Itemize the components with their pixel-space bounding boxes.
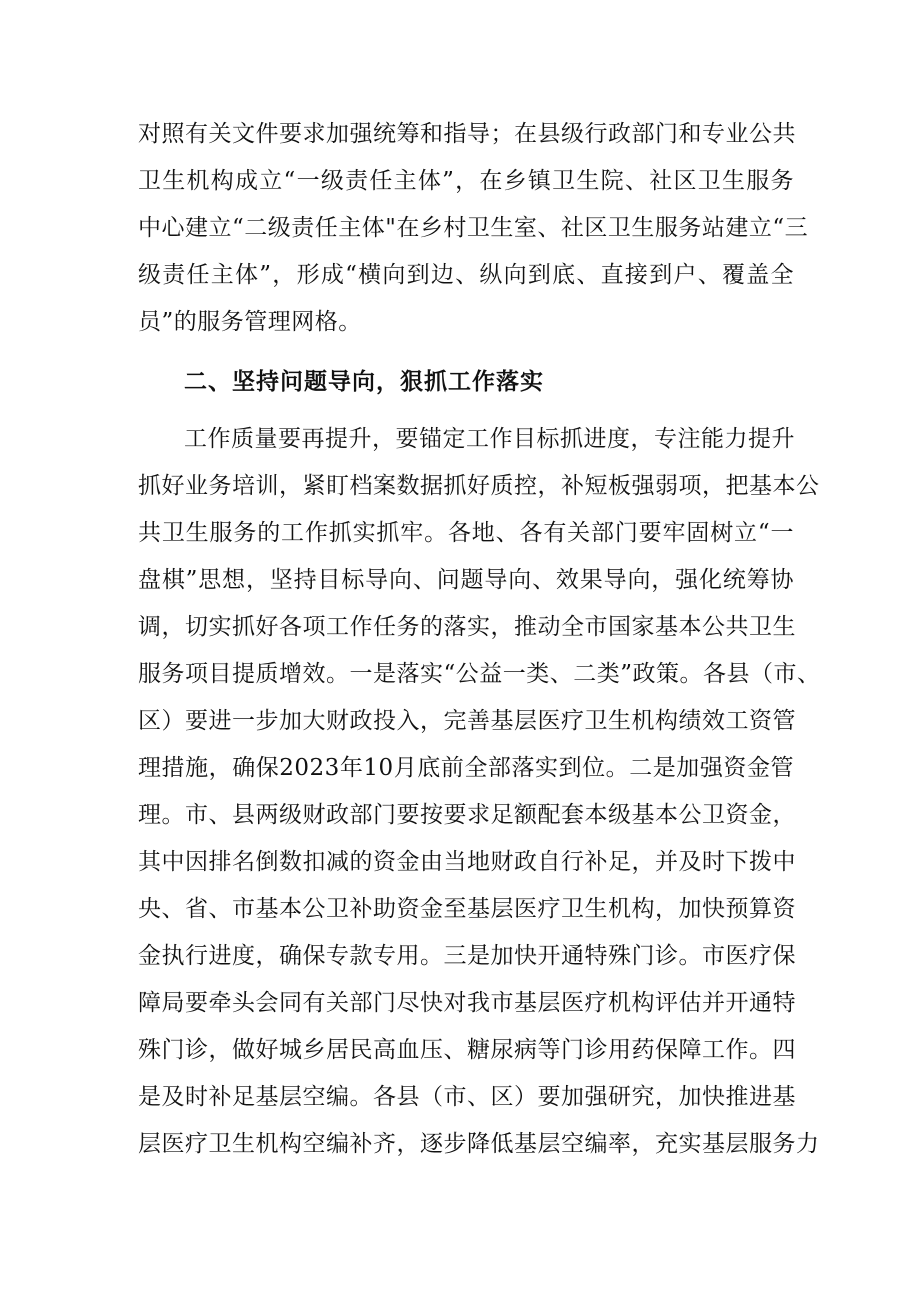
paragraph-line: 其中因排名倒数扣减的资金由当地财政自行补足，并及时下拨中: [138, 849, 796, 875]
paragraph-line: 服务项目提质增效。一是落实“公益一类、二类”政策。各县（市、: [138, 661, 821, 687]
paragraph-line: 层医疗卫生机构空编补齐，逐步降低基层空编率，充实基层服务力: [138, 1131, 820, 1157]
paragraph-line: 级责任主体”，形成“横向到边、纵向到底、直接到户、覆盖全: [138, 262, 794, 288]
paragraph-1: [138, 111, 809, 346]
paragraph-line: 调，切实抓好各项工作任务的落实，推动全市国家基本公共卫生: [138, 614, 796, 640]
paragraph-line: 中心建立“二级责任主体"在乡村卫生室、社区卫生服务站建立“三: [138, 215, 809, 241]
section-heading: 二、坚持问题导向，狠抓工作落实: [184, 369, 544, 395]
paragraph-line: 员”的服务管理网格。: [138, 309, 362, 335]
paragraph-line: 理措施，确保2023年10月底前全部落实到位。二是加强资金管: [138, 755, 794, 781]
paragraph-line: 殊门诊，做好城乡居民高血压、糖尿病等门诊用药保障工作。四: [138, 1037, 796, 1063]
paragraph-line: 盘棋”思想，坚持目标导向、问题导向、效果导向，强化统筹协: [138, 567, 794, 593]
paragraph-2: [138, 416, 821, 1168]
paragraph-line: 卫生机构成立“一级责任主体”，在乡镇卫生院、社区卫生服务: [138, 168, 794, 194]
paragraph-line: 共卫生服务的工作抓实抓牢。各地、各有关部门要牢固树立“一: [138, 520, 794, 546]
paragraph-line: 抓好业务培训，紧盯档案数据抓好质控，补短板强弱项，把基本公: [138, 473, 820, 499]
paragraph-line: 工作质量要再提升，要锚定工作目标抓进度，专注能力提升: [184, 426, 795, 452]
paragraph-line: 理。市、县两级财政部门要按要求足额配套本级基本公卫资金，: [138, 802, 796, 828]
paragraph-line: 区）要进一步加大财政投入，完善基层医疗卫生机构绩效工资管: [138, 708, 796, 734]
paragraph-line: 对照有关文件要求加强统筹和指导；在县级行政部门和专业公共: [138, 121, 796, 147]
paragraph-line: 障局要牵头会同有关部门尽快对我市基层医疗机构评估并开通特: [138, 990, 796, 1016]
paragraph-line: 是及时补足基层空编。各县（市、区）要加强研究，加快推进基: [138, 1084, 796, 1110]
paragraph-line: 金执行进度，确保专款专用。三是加快开通特殊门诊。市医疗保: [138, 943, 796, 969]
paragraph-line: 央、省、市基本公卫补助资金至基层医疗卫生机构，加快预算资: [138, 896, 796, 922]
